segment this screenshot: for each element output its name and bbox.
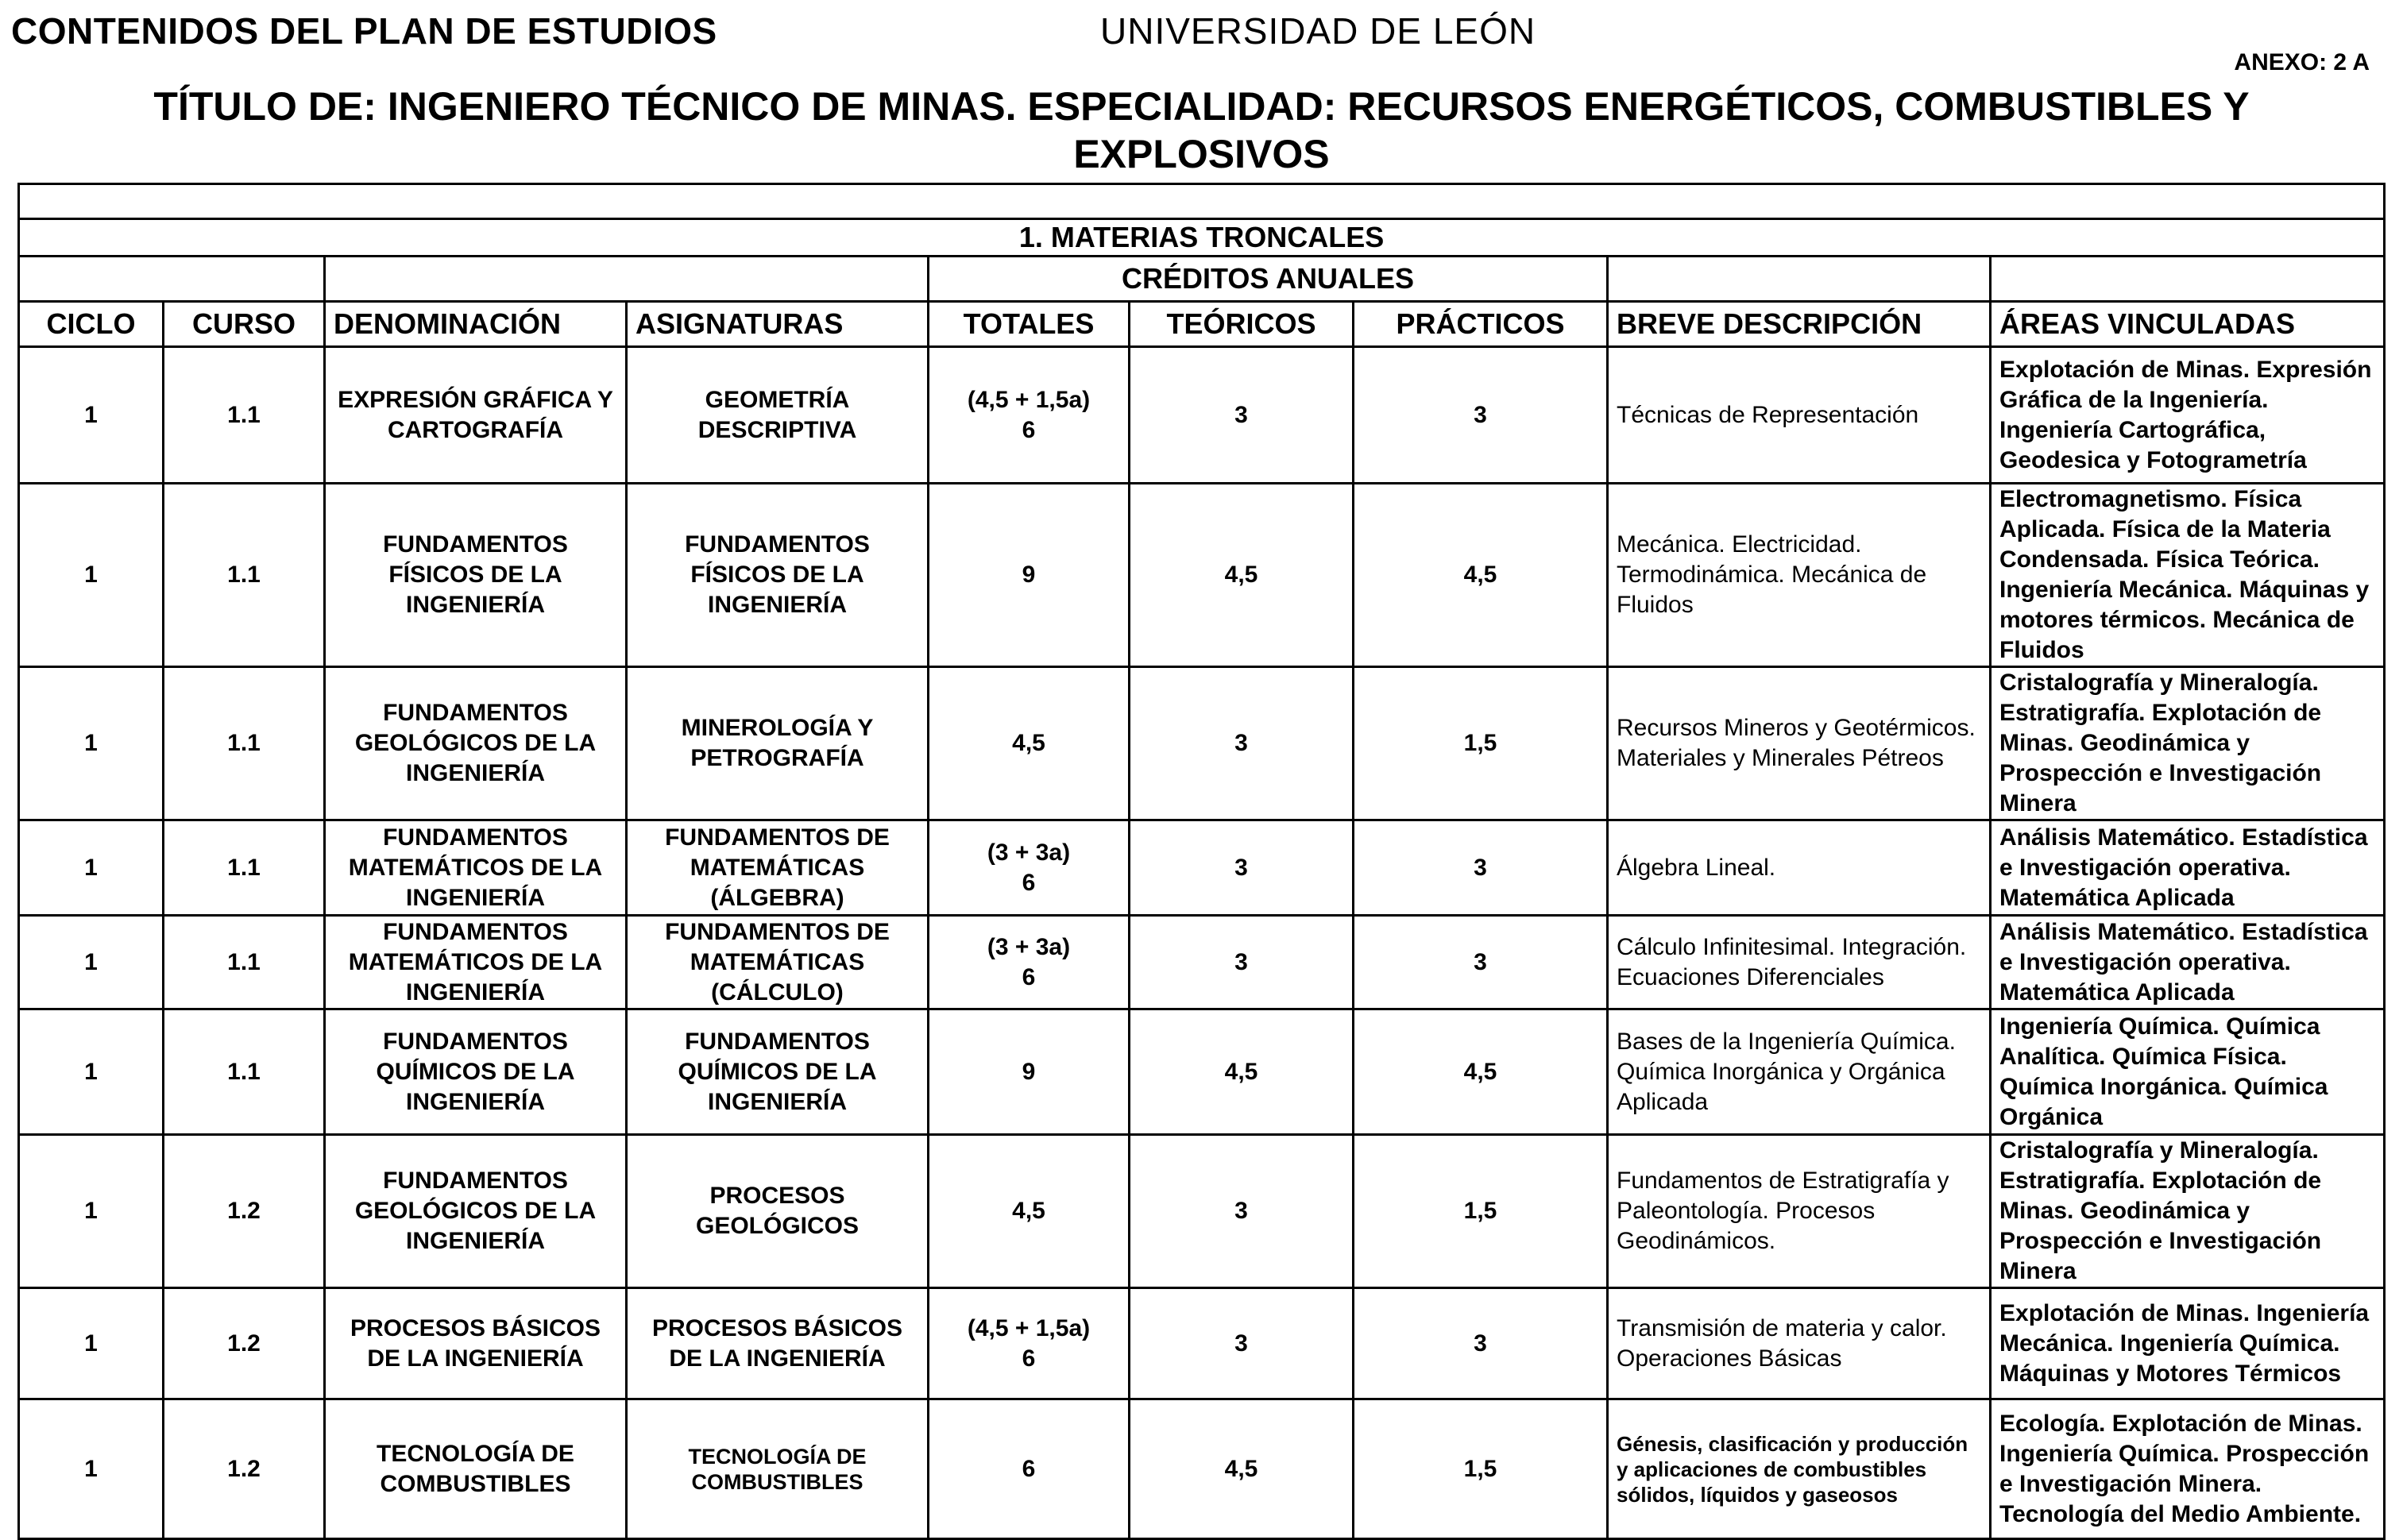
totales-value: (3 + 3a): [987, 839, 1071, 866]
blank-header-cell: [325, 257, 929, 302]
totales-value: 4,5: [1012, 1198, 1045, 1224]
cell-ciclo: 1: [19, 1399, 164, 1539]
document-header-left: CONTENIDOS DEL PLAN DE ESTUDIOS: [11, 10, 717, 52]
cell-ciclo: 1: [19, 820, 164, 916]
cell-practicos: 1,5: [1354, 1135, 1608, 1288]
table-row: [19, 667, 2385, 820]
cell-denominacion: FUNDAMENTOS GEOLÓGICOS DE LA INGENIERÍA: [325, 667, 627, 820]
cell-asignatura: PROCESOS GEOLÓGICOS: [627, 1135, 929, 1288]
col-asignaturas: ASIGNATURAS: [627, 302, 929, 347]
cell-curso: 1.1: [164, 347, 325, 484]
cell-asignatura: FUNDAMENTOS DE MATEMÁTICAS (CÁLCULO): [627, 916, 929, 1009]
cell-totales: [929, 667, 1130, 820]
totales-sum: 6: [1022, 416, 1036, 443]
cell-areas: Análisis Matemático. Estadística e Investigación operativa. Matemática Aplicada: [1991, 916, 2385, 1009]
cell-areas: Electromagnetismo. Física Aplicada. Física de la Materia Condensada. Física Teórica. Ingeniería Mecánica. Máquinas y motores térmicos. Mecánica de Fluidos: [1991, 484, 2385, 667]
cell-descripcion: Transmisión de materia y calor. Operaciones Básicas: [1608, 1288, 1991, 1399]
cell-ciclo: 1: [19, 916, 164, 1009]
col-ciclo: CICLO: [19, 302, 164, 347]
cell-descripcion: Bases de la Ingeniería Química. Química Inorgánica y Orgánica Aplicada: [1608, 1009, 1991, 1135]
cell-teoricos: 3: [1130, 1135, 1354, 1288]
cell-practicos: 4,5: [1354, 1009, 1608, 1135]
cell-asignatura: GEOMETRÍA DESCRIPTIVA: [627, 347, 929, 484]
credits-header: CRÉDITOS ANUALES: [929, 257, 1608, 302]
cell-asignatura: MINEROLOGÍA Y PETROGRAFÍA: [627, 667, 929, 820]
cell-practicos: 3: [1354, 820, 1608, 916]
totales-sum: 6: [1022, 869, 1036, 896]
cell-areas: Cristalografía y Mineralogía. Estratigrafía. Explotación de Minas. Geodinámica y Prospección e Investigación Minera: [1991, 667, 2385, 820]
cell-denominacion: FUNDAMENTOS QUÍMICOS DE LA INGENIERÍA: [325, 1009, 627, 1135]
cell-descripcion: Mecánica. Electricidad. Termodinámica. Mecánica de Fluidos: [1608, 484, 1991, 667]
cell-descripcion: Técnicas de Representación: [1608, 347, 1991, 484]
title-line-2: EXPLOSIVOS: [1073, 132, 1330, 176]
cell-descripcion: Cálculo Infinitesimal. Integración. Ecuaciones Diferenciales: [1608, 916, 1991, 1009]
table-row: [19, 1288, 2385, 1399]
col-teoricos: TEÓRICOS: [1130, 302, 1354, 347]
cell-totales: [929, 820, 1130, 916]
totales-value: 4,5: [1012, 730, 1045, 756]
table-row: [19, 347, 2385, 484]
cell-practicos: 3: [1354, 1288, 1608, 1399]
cell-denominacion: FUNDAMENTOS MATEMÁTICOS DE LA INGENIERÍA: [325, 916, 627, 1009]
col-totales: TOTALES: [929, 302, 1130, 347]
cell-totales: [929, 1399, 1130, 1539]
cell-areas: Explotación de Minas. Expresión Gráfica de la Ingeniería. Ingeniería Cartográfica, Geodesica y Fotogrametría: [1991, 347, 2385, 484]
curriculum-table: [17, 183, 2386, 1540]
cell-teoricos: 3: [1130, 667, 1354, 820]
cell-denominacion: TECNOLOGÍA DE COMBUSTIBLES: [325, 1399, 627, 1539]
cell-practicos: 1,5: [1354, 1399, 1608, 1539]
cell-curso: 1.1: [164, 1009, 325, 1135]
totales-value: 9: [1022, 562, 1036, 588]
totales-value: (4,5 + 1,5a): [967, 386, 1091, 413]
cell-curso: 1.2: [164, 1399, 325, 1539]
blank-header-cell: [19, 257, 325, 302]
cell-descripcion: Recursos Mineros y Geotérmicos. Materiales y Minerales Pétreos: [1608, 667, 1991, 820]
totales-sum: 6: [1022, 1345, 1036, 1372]
cell-teoricos: 4,5: [1130, 484, 1354, 667]
table-row: [19, 1399, 2385, 1539]
table-row: [19, 1009, 2385, 1135]
cell-areas: Explotación de Minas. Ingeniería Mecánica. Ingeniería Química. Máquinas y Motores Térmicos: [1991, 1288, 2385, 1399]
table-row: [19, 1135, 2385, 1288]
blank-header-cell: [1991, 257, 2385, 302]
totales-value: 6: [1022, 1455, 1036, 1482]
table-row: [19, 484, 2385, 667]
col-denominacion: DENOMINACIÓN: [325, 302, 627, 347]
totales-value: (4,5 + 1,5a): [967, 1314, 1091, 1341]
cell-curso: 1.1: [164, 916, 325, 1009]
cell-areas: Cristalografía y Mineralogía. Estratigrafía. Explotación de Minas. Geodinámica y Prospección e Investigación Minera: [1991, 1135, 2385, 1288]
cell-curso: 1.1: [164, 484, 325, 667]
cell-totales: [929, 1288, 1130, 1399]
cell-teoricos: 3: [1130, 916, 1354, 1009]
col-areas: ÁREAS VINCULADAS: [1991, 302, 2385, 347]
cell-totales: [929, 484, 1130, 667]
totales-sum: 6: [1022, 963, 1036, 990]
cell-ciclo: 1: [19, 1009, 164, 1135]
cell-asignatura: FUNDAMENTOS DE MATEMÁTICAS (ÁLGEBRA): [627, 820, 929, 916]
cell-practicos: 1,5: [1354, 667, 1608, 820]
cell-denominacion: FUNDAMENTOS MATEMÁTICOS DE LA INGENIERÍA: [325, 820, 627, 916]
section-title: 1. MATERIAS TRONCALES: [19, 219, 2385, 257]
cell-practicos: 3: [1354, 347, 1608, 484]
cell-asignatura: FUNDAMENTOS FÍSICOS DE LA INGENIERÍA: [627, 484, 929, 667]
annex-label: ANEXO: 2 A: [2234, 49, 2370, 75]
cell-curso: 1.1: [164, 667, 325, 820]
cell-ciclo: 1: [19, 347, 164, 484]
col-practicos: PRÁCTICOS: [1354, 302, 1608, 347]
cell-teoricos: 4,5: [1130, 1009, 1354, 1135]
cell-teoricos: 3: [1130, 820, 1354, 916]
table-row: [19, 820, 2385, 916]
cell-asignatura: PROCESOS BÁSICOS DE LA INGENIERÍA: [627, 1288, 929, 1399]
cell-totales: [929, 347, 1130, 484]
cell-asignatura: TECNOLOGÍA DE COMBUSTIBLES: [627, 1399, 929, 1539]
cell-denominacion: PROCESOS BÁSICOS DE LA INGENIERÍA: [325, 1288, 627, 1399]
cell-ciclo: 1: [19, 484, 164, 667]
cell-curso: 1.1: [164, 820, 325, 916]
totales-value: 9: [1022, 1058, 1036, 1085]
cell-areas: Ingeniería Química. Química Analítica. Química Física. Química Inorgánica. Química Orgánica: [1991, 1009, 2385, 1135]
cell-descripcion: Fundamentos de Estratigrafía y Paleontología. Procesos Geodinámicos.: [1608, 1135, 1991, 1288]
cell-ciclo: 1: [19, 1135, 164, 1288]
col-descripcion: BREVE DESCRIPCIÓN: [1608, 302, 1991, 347]
university-name: UNIVERSIDAD DE LEÓN: [1100, 10, 1536, 52]
cell-areas: Análisis Matemático. Estadística e Investigación operativa. Matemática Aplicada: [1991, 820, 2385, 916]
cell-ciclo: 1: [19, 667, 164, 820]
cell-totales: [929, 1009, 1130, 1135]
cell-descripcion: Álgebra Lineal.: [1608, 820, 1991, 916]
cell-teoricos: 4,5: [1130, 1399, 1354, 1539]
blank-header-cell: [1608, 257, 1991, 302]
table-row: [19, 916, 2385, 1009]
cell-totales: [929, 1135, 1130, 1288]
document-title: [0, 83, 2403, 178]
cell-practicos: 3: [1354, 916, 1608, 1009]
table-top-band: [19, 184, 2385, 219]
cell-denominacion: FUNDAMENTOS FÍSICOS DE LA INGENIERÍA: [325, 484, 627, 667]
cell-asignatura: FUNDAMENTOS QUÍMICOS DE LA INGENIERÍA: [627, 1009, 929, 1135]
cell-denominacion: EXPRESIÓN GRÁFICA Y CARTOGRAFÍA: [325, 347, 627, 484]
totales-value: (3 + 3a): [987, 933, 1071, 960]
cell-totales: [929, 916, 1130, 1009]
cell-areas: Ecología. Explotación de Minas. Ingeniería Química. Prospección e Investigación Minera. Tecnología del Medio Ambiente.: [1991, 1399, 2385, 1539]
title-line-1: TÍTULO DE: INGENIERO TÉCNICO DE MINAS. ESPECIALIDAD: RECURSOS ENERGÉTICOS, COMBUSTIBLES Y: [153, 84, 2250, 129]
cell-practicos: 4,5: [1354, 484, 1608, 667]
cell-curso: 1.2: [164, 1135, 325, 1288]
cell-ciclo: 1: [19, 1288, 164, 1399]
col-curso: CURSO: [164, 302, 325, 347]
cell-teoricos: 3: [1130, 347, 1354, 484]
cell-curso: 1.2: [164, 1288, 325, 1399]
cell-descripcion: Génesis, clasificación y producción y aplicaciones de combustibles sólidos, líquidos y gaseosos: [1608, 1399, 1991, 1539]
cell-denominacion: FUNDAMENTOS GEOLÓGICOS DE LA INGENIERÍA: [325, 1135, 627, 1288]
cell-teoricos: 3: [1130, 1288, 1354, 1399]
